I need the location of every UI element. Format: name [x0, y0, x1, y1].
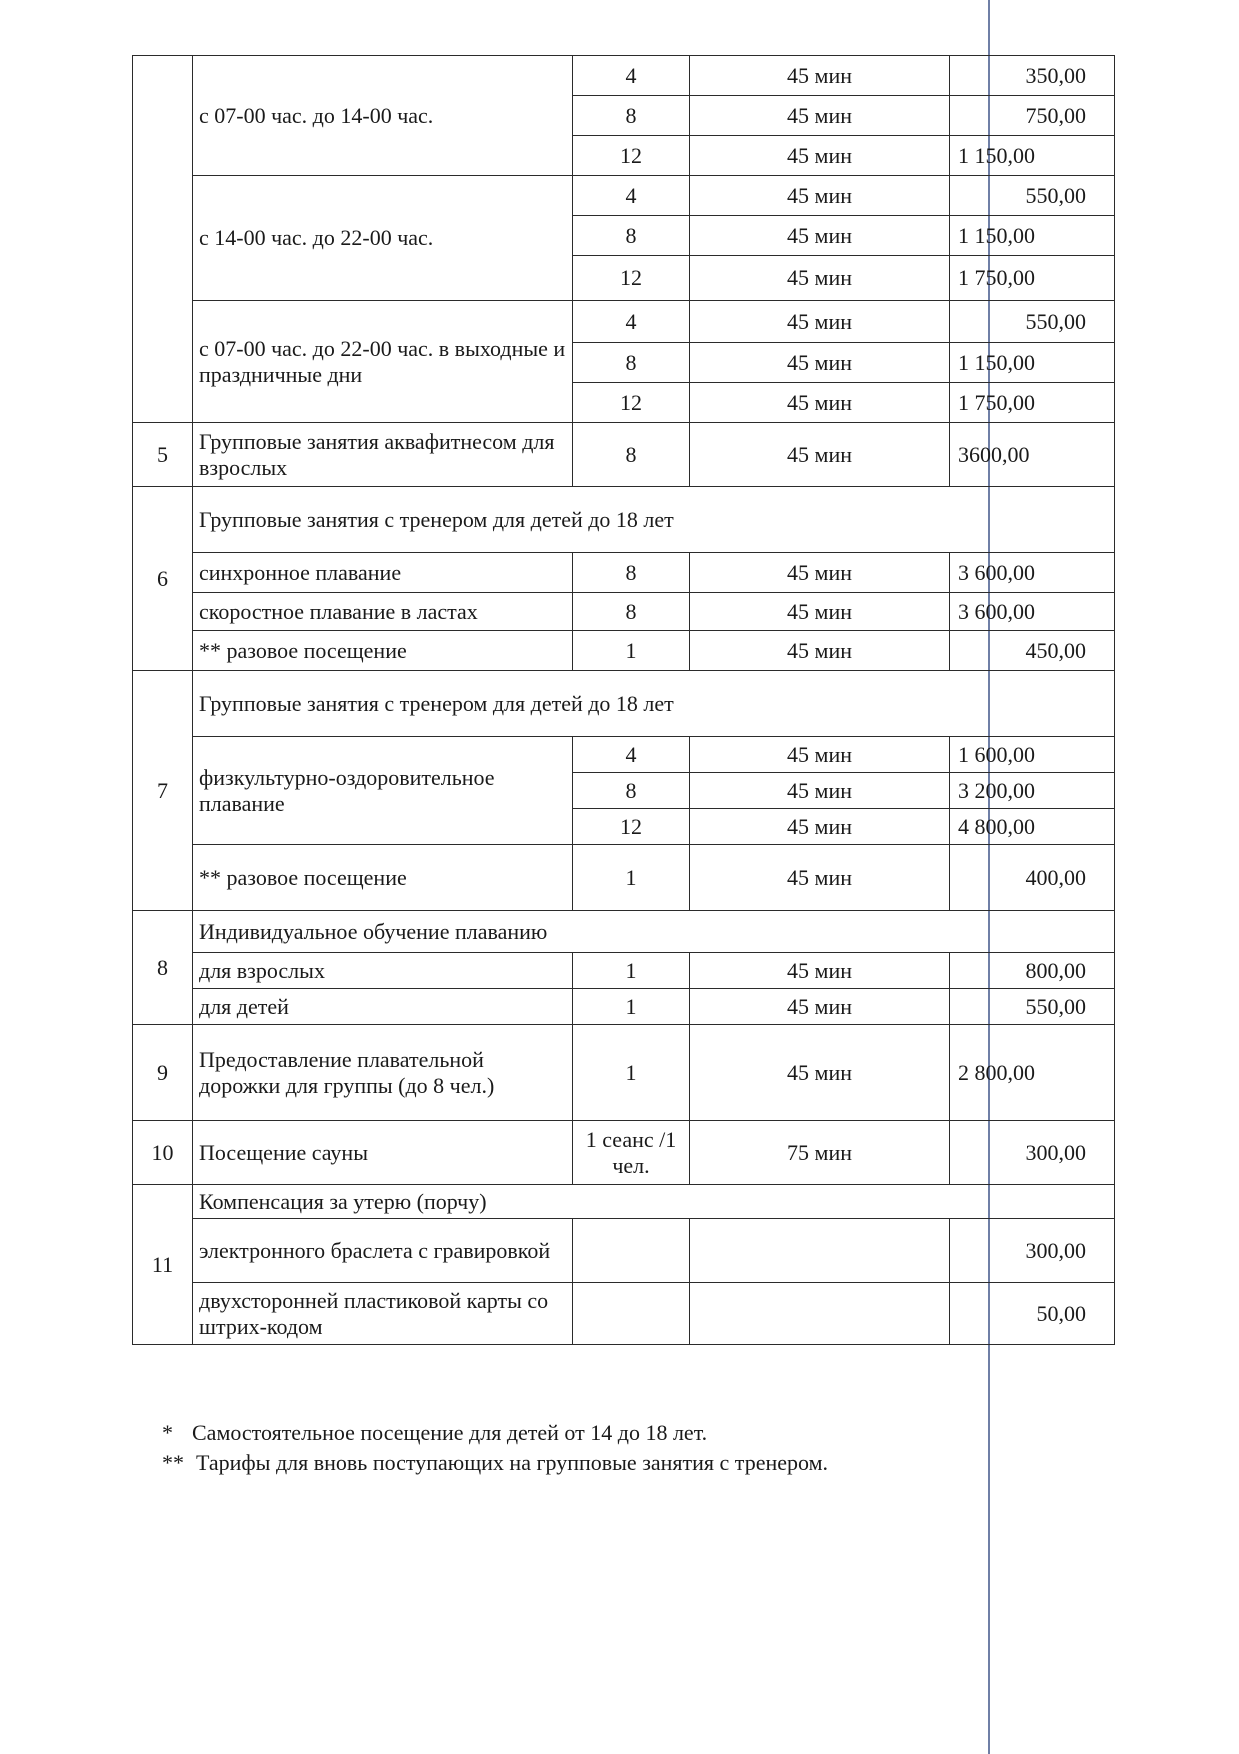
empty-cell — [950, 911, 1115, 953]
section-heading: Индивидуальное обучение плаванию — [193, 911, 950, 953]
price: 750,00 — [950, 96, 1115, 136]
tariff-table — [132, 55, 1115, 1345]
table-row — [133, 631, 1115, 671]
sessions-count: 8 — [573, 343, 690, 383]
duration: 45 мин — [690, 256, 950, 301]
sessions-count: 8 — [573, 553, 690, 593]
price: 300,00 — [950, 1219, 1115, 1283]
footnote — [162, 1448, 828, 1478]
section-heading: Групповые занятия с тренером для детей до 18 лет — [193, 671, 950, 737]
table-row — [133, 911, 1115, 953]
price: 3 200,00 — [950, 773, 1115, 809]
footnotes — [162, 1418, 828, 1478]
duration: 45 мин — [690, 301, 950, 343]
sessions-count: 1 — [573, 845, 690, 911]
duration: 45 мин — [690, 989, 950, 1025]
row-number: 6 — [133, 487, 193, 671]
duration: 45 мин — [690, 553, 950, 593]
price: 4 800,00 — [950, 809, 1115, 845]
empty-cell — [950, 671, 1115, 737]
sessions-count: 8 — [573, 96, 690, 136]
row-number: 8 — [133, 911, 193, 1025]
price: 3 600,00 — [950, 593, 1115, 631]
empty-cell — [950, 1185, 1115, 1219]
service-name: физкультурно-оздоровительное плавание — [193, 737, 573, 845]
duration: 45 мин — [690, 136, 950, 176]
table-row — [133, 671, 1115, 737]
table-row — [133, 1025, 1115, 1121]
table-row — [133, 1185, 1115, 1219]
duration: 45 мин — [690, 737, 950, 773]
sessions-count: 12 — [573, 383, 690, 423]
empty-cell — [573, 1219, 690, 1283]
price: 550,00 — [950, 989, 1115, 1025]
duration: 45 мин — [690, 1025, 950, 1121]
row-number: 7 — [133, 671, 193, 911]
table-row — [133, 593, 1115, 631]
sessions-count: 8 — [573, 593, 690, 631]
price: 800,00 — [950, 953, 1115, 989]
row-number: 10 — [133, 1121, 193, 1185]
sessions-count: 4 — [573, 176, 690, 216]
price: 1 600,00 — [950, 737, 1115, 773]
duration: 45 мин — [690, 953, 950, 989]
row-number: 11 — [133, 1185, 193, 1345]
sessions-count: 8 — [573, 423, 690, 487]
price: 1 150,00 — [950, 343, 1115, 383]
time-slot-label: с 14-00 час. до 22-00 час. — [193, 176, 573, 301]
duration: 45 мин — [690, 176, 950, 216]
table-row — [133, 423, 1115, 487]
row-number: 9 — [133, 1025, 193, 1121]
section-heading: Групповые занятия с тренером для детей до 18 лет — [193, 487, 950, 553]
sessions-count: 1 — [573, 631, 690, 671]
empty-cell — [690, 1219, 950, 1283]
price: 400,00 — [950, 845, 1115, 911]
duration: 45 мин — [690, 845, 950, 911]
sessions-count: 4 — [573, 301, 690, 343]
price: 3600,00 — [950, 423, 1115, 487]
sessions-count: 1 — [573, 953, 690, 989]
table-row — [133, 176, 1115, 216]
table-row — [133, 1283, 1115, 1345]
sessions-count: 8 — [573, 773, 690, 809]
price: 3 600,00 — [950, 553, 1115, 593]
duration: 45 мин — [690, 631, 950, 671]
table-row — [133, 553, 1115, 593]
duration: 45 мин — [690, 343, 950, 383]
service-name: ** разовое посещение — [193, 631, 573, 671]
service-name: Предоставление плавательной дорожки для группы (до 8 чел.) — [193, 1025, 573, 1121]
sessions-count: 12 — [573, 256, 690, 301]
table-row — [133, 487, 1115, 553]
duration: 75 мин — [690, 1121, 950, 1185]
footnote-mark: * — [162, 1420, 173, 1445]
price: 2 800,00 — [950, 1025, 1115, 1121]
price: 300,00 — [950, 1121, 1115, 1185]
empty-cell — [690, 1283, 950, 1345]
price: 550,00 — [950, 301, 1115, 343]
duration: 45 мин — [690, 383, 950, 423]
time-slot-label: с 07-00 час. до 14-00 час. — [193, 56, 573, 176]
price: 1 750,00 — [950, 383, 1115, 423]
price: 1 750,00 — [950, 256, 1115, 301]
price: 50,00 — [950, 1283, 1115, 1345]
service-name: ** разовое посещение — [193, 845, 573, 911]
table-row — [133, 1219, 1115, 1283]
service-name: Групповые занятия аквафитнесом для взрослых — [193, 423, 573, 487]
sessions-count: 4 — [573, 737, 690, 773]
duration: 45 мин — [690, 56, 950, 96]
section-heading: Компенсация за утерю (порчу) — [193, 1185, 950, 1219]
sessions-count: 1 сеанс /1 чел. — [573, 1121, 690, 1185]
service-name: для взрослых — [193, 953, 573, 989]
service-name: скоростное плавание в ластах — [193, 593, 573, 631]
sessions-count: 12 — [573, 136, 690, 176]
duration: 45 мин — [690, 216, 950, 256]
row-number: 5 — [133, 423, 193, 487]
table-row — [133, 737, 1115, 773]
sessions-count: 8 — [573, 216, 690, 256]
table-row — [133, 989, 1115, 1025]
time-slot-label: с 07-00 час. до 22-00 час. в выходные и праздничные дни — [193, 301, 573, 423]
service-name: Посещение сауны — [193, 1121, 573, 1185]
table-row — [133, 845, 1115, 911]
duration: 45 мин — [690, 773, 950, 809]
row-number-cell — [133, 56, 193, 423]
table-row — [133, 1121, 1115, 1185]
price: 550,00 — [950, 176, 1115, 216]
price: 350,00 — [950, 56, 1115, 96]
empty-cell — [573, 1283, 690, 1345]
service-name: синхронное плавание — [193, 553, 573, 593]
duration: 45 мин — [690, 96, 950, 136]
price: 1 150,00 — [950, 216, 1115, 256]
duration: 45 мин — [690, 423, 950, 487]
service-name: для детей — [193, 989, 573, 1025]
sessions-count: 4 — [573, 56, 690, 96]
footnote-text: Самостоятельное посещение для детей от 14 до 18 лет. — [192, 1420, 708, 1445]
service-name: двухсторонней пластиковой карты со штрих-кодом — [193, 1283, 573, 1345]
table-row — [133, 301, 1115, 343]
price: 1 150,00 — [950, 136, 1115, 176]
empty-cell — [950, 487, 1115, 553]
footnote-mark: ** — [162, 1450, 184, 1475]
sessions-count: 1 — [573, 989, 690, 1025]
service-name: электронного браслета с гравировкой — [193, 1219, 573, 1283]
sessions-count: 12 — [573, 809, 690, 845]
duration: 45 мин — [690, 809, 950, 845]
footnote — [162, 1418, 828, 1448]
footnote-text: Тарифы для вновь поступающих на групповые занятия с тренером. — [196, 1450, 828, 1475]
sessions-count: 1 — [573, 1025, 690, 1121]
price: 450,00 — [950, 631, 1115, 671]
duration: 45 мин — [690, 593, 950, 631]
table-row — [133, 56, 1115, 96]
table-row — [133, 953, 1115, 989]
